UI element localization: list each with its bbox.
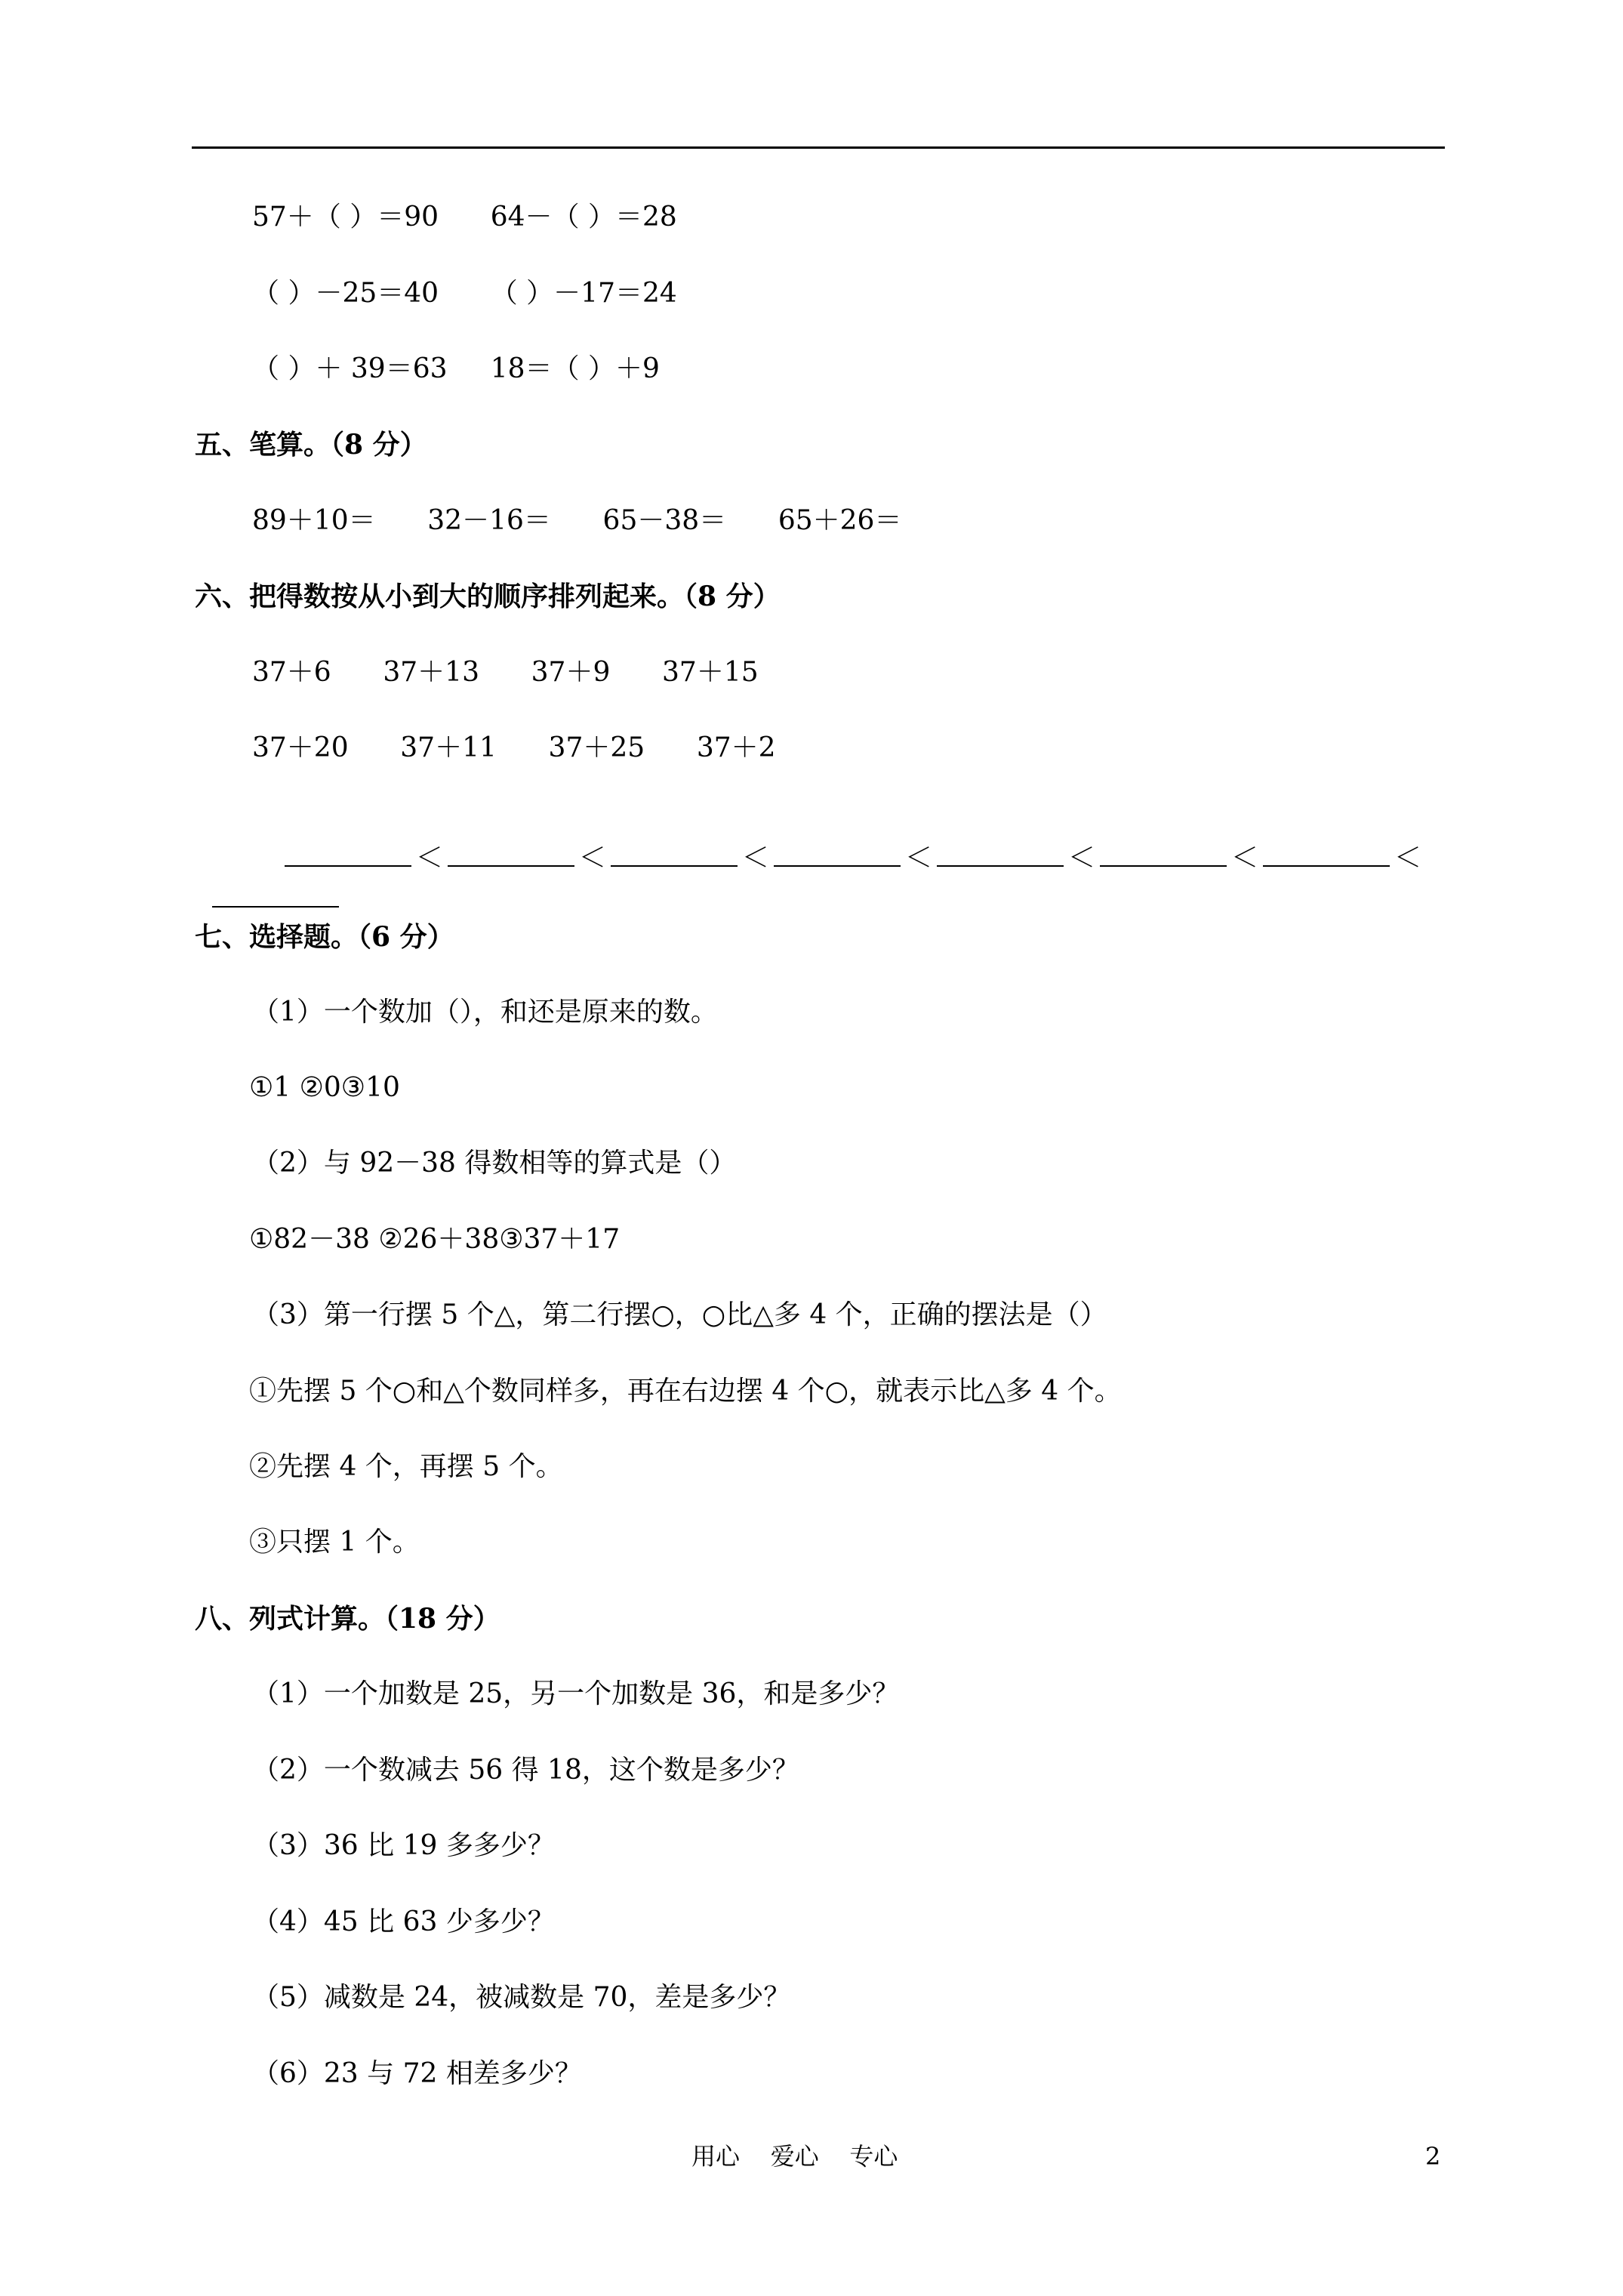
question-3-option-3: ③只摆 1 个。 [249,1527,420,1558]
question-2-options: ①82－38 ②26＋38③37＋17 [249,1224,621,1255]
word-problem-2: （2）一个数减去 56 得 18，这个数是多少？ [252,1755,799,1786]
page-number: 2 [1425,2142,1441,2171]
equation-row-2: （ ）－25＝40 （ ）－17＝24 [252,278,677,309]
question-3: （3）第一行摆 5 个△，第二行摆○，○比△多 4 个，正确的摆法是（） [252,1299,1107,1330]
header-rule [192,146,1445,149]
section-6-heading: 六、把得数按从小到大的顺序排列起来。（8 分） [195,581,781,612]
answer-blank[interactable] [611,843,738,867]
question-1-options: ①1 ②0③10 [249,1072,400,1103]
word-problem-4: （4）45 比 63 少多少？ [252,1906,555,1937]
less-than-sign: ＜ [1230,843,1258,874]
answer-blank[interactable] [1100,843,1227,867]
section-8-heading: 八、列式计算。（18 分） [195,1603,500,1635]
question-3-option-2: ②先摆 4 个，再摆 5 个。 [249,1451,563,1482]
ordering-blanks-row-2 [195,847,339,917]
word-problem-5: （5）减数是 24，被减数是 70，差是多少？ [252,1982,791,2013]
question-2: （2）与 92－38 得数相等的算式是（） [252,1148,737,1179]
less-than-sign: ＜ [1067,843,1095,874]
section-5-heading: 五、笔算。（8 分） [195,429,427,461]
section-7-heading: 七、选择题。（6 分） [195,921,454,953]
answer-blank[interactable] [774,843,901,867]
less-than-sign: ＜ [1394,843,1421,874]
expression-row-2: 37＋20 37＋11 37＋25 37＋2 [252,732,776,763]
expression-row-1: 37＋6 37＋13 37＋9 37＋15 [252,657,759,688]
word-problem-6: （6）23 与 72 相差多少？ [252,2058,582,2089]
word-problem-1: （1）一个加数是 25，另一个加数是 36，和是多少？ [252,1678,900,1709]
equation-row-1: 57＋（ ）＝90 64－（ ）＝28 [252,202,677,233]
less-than-sign: ＜ [741,843,769,874]
question-1: （1）一个数加（），和还是原来的数。 [252,997,718,1028]
footer-motto: 用心 爱心 专心 [691,2142,898,2171]
question-3-option-1: ①先摆 5 个○和△个数同样多，再在右边摆 4 个○，就表示比△多 4 个。 [249,1376,1122,1407]
less-than-sign: ＜ [415,843,443,874]
answer-blank[interactable] [448,843,574,867]
equation-row-3: （ ）＋ 39＝63 18＝（ ）＋9 [252,353,660,384]
less-than-sign: ＜ [578,843,606,874]
answer-blank[interactable] [1263,843,1390,867]
less-than-sign: ＜ [904,843,932,874]
answer-blank[interactable] [937,843,1064,867]
ordering-blanks-row [267,806,1426,876]
answer-blank[interactable] [212,883,339,908]
word-problem-3: （3）36 比 19 多多少？ [252,1830,555,1861]
written-calc-row: 89＋10＝ 32－16＝ 65－38＝ 65＋26＝ [252,505,902,536]
